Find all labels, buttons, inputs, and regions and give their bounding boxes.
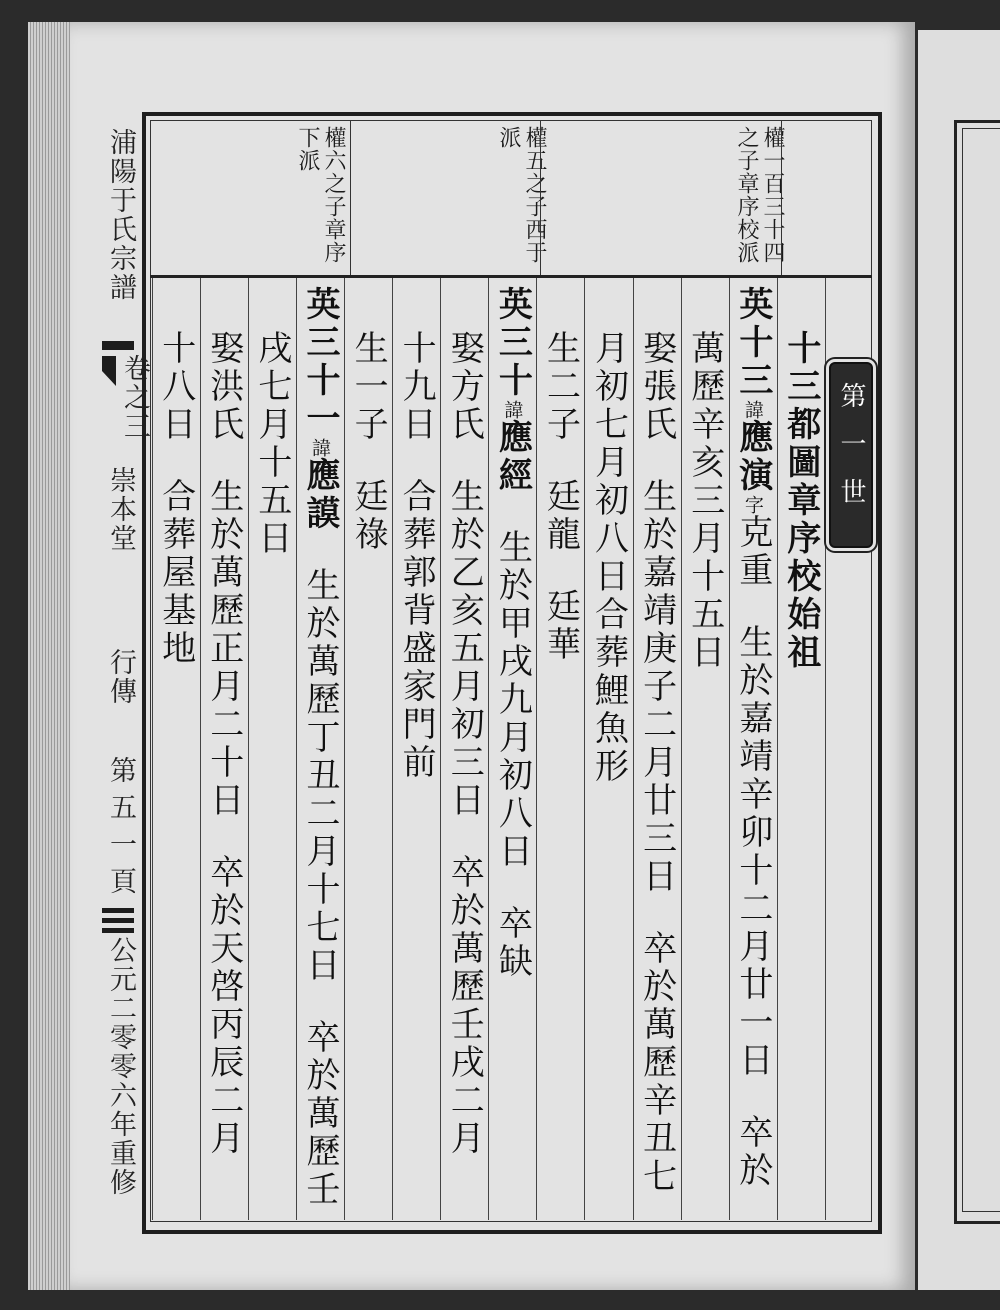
hall-name: 崇本堂 [105, 466, 136, 553]
person-rank: 英三十一 [299, 286, 340, 438]
person-name: 應經 [492, 419, 533, 495]
birth-date: 生於嘉靖辛卯十二月廿一日 [732, 624, 773, 1080]
column-entry [584, 278, 632, 1220]
spouse: 娶洪氏 [203, 330, 244, 444]
death-date: 卒於萬歷壬戌二月 [444, 854, 485, 1158]
column-ancestor-title [777, 278, 825, 1220]
person-rank: 英十三 [732, 286, 773, 400]
spouse: 娶方氏 [444, 330, 485, 444]
margin-marker [102, 356, 116, 386]
column-entry [488, 278, 536, 1220]
column-entry [344, 278, 392, 1220]
death-date: 卒於天啓丙辰二月 [203, 854, 244, 1158]
branch-label: 權一百三十四之子章序校派 [734, 126, 785, 264]
person-rank: 英三十 [492, 286, 533, 400]
child-name: 廷華 [540, 588, 581, 664]
death-date: 卒於萬歷辛丑七 [636, 930, 677, 1196]
branch-label: 權六之子章序下派 [295, 126, 346, 264]
facing-page [918, 30, 1000, 1290]
generation-badge [829, 362, 873, 548]
genealogy-columns [151, 278, 873, 1220]
spouse: 娶張氏 [636, 330, 677, 444]
column-entry [200, 278, 248, 1220]
margin-marker [102, 341, 134, 350]
death-date: 卒缺 [492, 905, 533, 981]
label-taboo-name: 諱 [741, 400, 764, 419]
branch-label: 權五之子西于派 [496, 126, 547, 264]
burial-place: 合葬郭背盛家門前 [396, 478, 437, 782]
death-date: 十八日 [155, 330, 196, 444]
book-title: 浦陽于氏宗譜 [105, 128, 136, 302]
birth-date: 生於嘉靖庚子二月廿三日 [636, 478, 677, 896]
death-date: 萬歷辛亥三月十五日 [684, 330, 725, 672]
column-entry [536, 278, 584, 1220]
column-entry [248, 278, 296, 1220]
margin-marker [102, 908, 134, 913]
ancestor-title: 十三都圖章序校始祖 [780, 330, 821, 672]
birth-date: 生於乙亥五月初三日 [444, 478, 485, 820]
person-name: 應謨 [299, 457, 340, 533]
column-entry [633, 278, 681, 1220]
label-taboo-name: 諱 [308, 438, 331, 457]
birth-date: 生於萬歷正月二十日 [203, 478, 244, 820]
revision-note: 公元二零零六年重修 [105, 936, 136, 1197]
death-date: 卒於萬歷壬 [299, 1019, 340, 1209]
label-taboo-name: 諱 [501, 400, 524, 419]
child-name: 廷龍 [540, 478, 581, 554]
column-entry [681, 278, 729, 1220]
death-date: 戌七月十五日 [251, 330, 292, 558]
column-entry [440, 278, 488, 1220]
child-name: 廷祿 [348, 478, 389, 554]
column-entry [296, 278, 344, 1220]
burial-place: 合葬屋基地 [155, 478, 196, 668]
volume-label: 卷之三 [119, 354, 150, 441]
column-entry [729, 278, 777, 1220]
margin-marker [102, 918, 134, 923]
generation-label: 第一世 [836, 382, 866, 526]
margin-marker [102, 928, 134, 933]
person-name: 應演 [732, 419, 773, 495]
column-entry [152, 278, 200, 1220]
death-date: 卒於 [732, 1114, 773, 1190]
section-label: 行傳 [105, 648, 136, 706]
page-margin [100, 128, 150, 1218]
burial-place: 合葬鯉魚形 [588, 596, 629, 786]
courtesy-name: 克重 [732, 514, 773, 590]
death-date: 十九日 [396, 330, 437, 444]
branch-header [150, 120, 872, 278]
label-courtesy-name: 字 [741, 495, 764, 514]
birth-date: 生於甲戌九月初八日 [492, 529, 533, 871]
birth-date: 生於萬歷丁丑二月十七日 [299, 567, 340, 985]
children-count: 生一子 [348, 330, 389, 444]
death-date: 月初七月初八日 [588, 330, 629, 596]
column-entry [392, 278, 440, 1220]
page-number: 第五一頁 [105, 756, 136, 904]
children-count: 生二子 [540, 330, 581, 444]
